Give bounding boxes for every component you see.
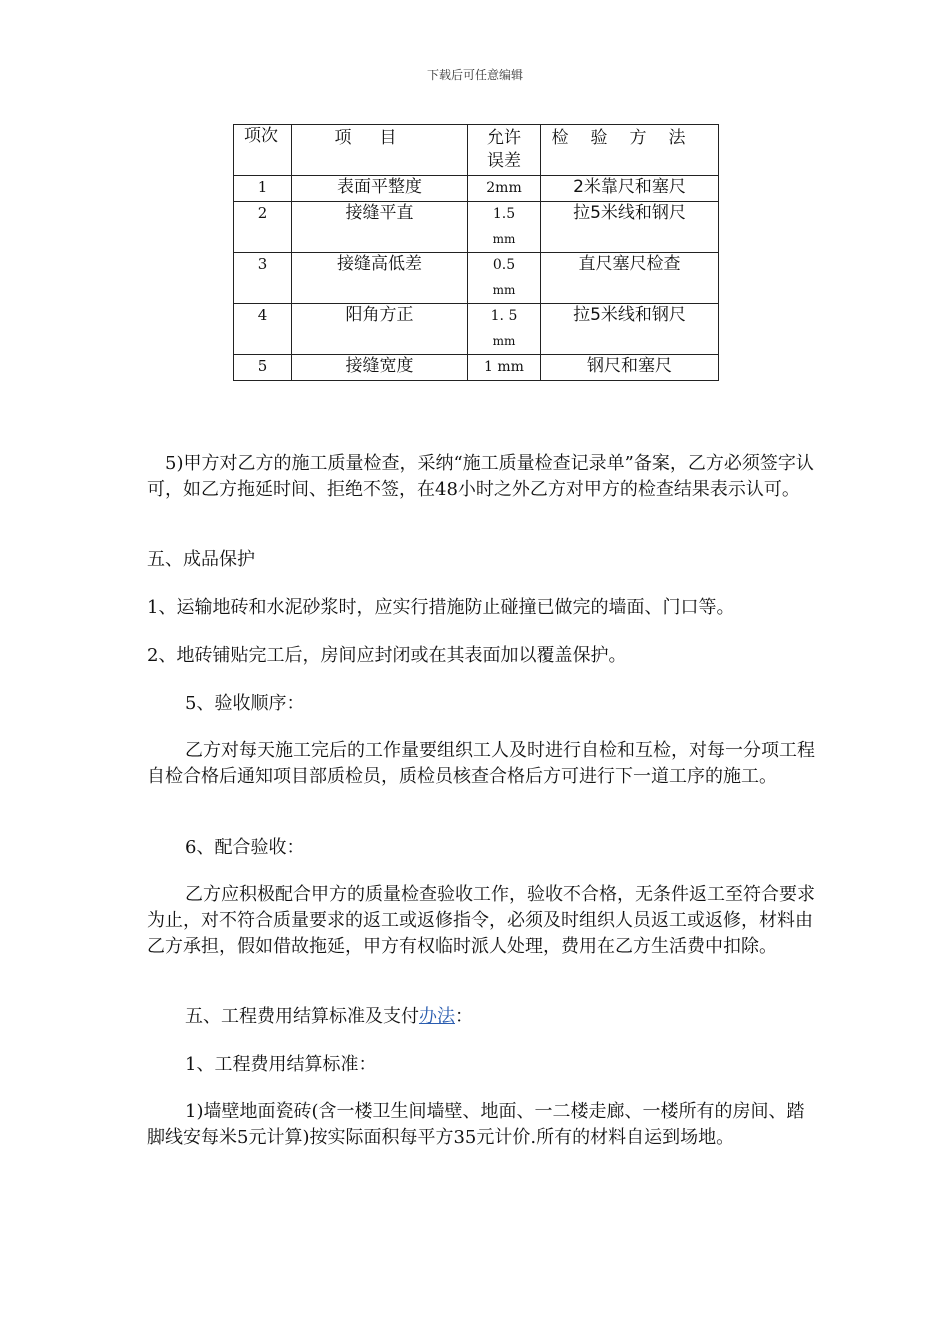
row-method: 2米靠尺和塞尺 — [541, 176, 719, 202]
paragraph-self-inspection: 乙方对每天施工完后的工作量要组织工人及时进行自检和互检，对每一分项工程自检合格后通知项目部质检员，质检员核查合格后方可进行下一道工序的施工。 — [147, 740, 815, 787]
row-method: 拉5米线和钢尺 — [541, 304, 719, 355]
tolerance-unit: mm — [492, 283, 516, 297]
page-header-note: 下载后可任意编辑 — [426, 68, 523, 82]
header-tolerance-line2: 误差 — [487, 151, 521, 171]
row-method: 拉5米线和钢尺 — [541, 202, 719, 253]
row-item: 接缝高低差 — [292, 253, 468, 304]
row-item: 表面平整度 — [292, 176, 468, 202]
tolerance-value: 1.5 — [492, 206, 516, 222]
paragraph-rework-requirements: 乙方应积极配合甲方的质量检查验收工作，验收不合格，无条件返工至符合要求为止，对不符合质量要求的返工或返修指令，必须及时组织人员返工或返修，材料由乙方承担，假如借故拖延，甲方有权临时派人处理，费用在乙方生活费中扣除。 — [147, 884, 815, 957]
paragraph-inspection-record: 5)甲方对乙方的施工质量检查，采纳“施工质量检查记录单”备案，乙方必须签字认可，如乙方拖延时间、拒绝不签，在48小时之外乙方对甲方的检查结果表示认可。 — [147, 453, 814, 500]
tolerance-unit: mm — [492, 334, 516, 348]
row-no: 5 — [234, 355, 292, 381]
tolerance-value: 1 mm — [484, 359, 524, 375]
paragraph-transport-protection: 1、运输地砖和水泥砂浆时，应实行措施防止碰撞已做完的墙面、门口等。 — [147, 597, 735, 618]
header-tolerance-line1: 允许 — [487, 128, 521, 148]
header-no-label: 项次 — [244, 126, 278, 146]
row-tolerance — [468, 355, 541, 381]
quality-tolerance-table — [233, 124, 719, 381]
tolerance-value: 2mm — [486, 180, 522, 196]
paragraph-tile-pricing: 1)墙壁地面瓷砖(含一楼卫生间墙壁、地面、一二楼走廊、一楼所有的房间、踏脚线安每米5元计算)按实际面积每平方35元计价.所有的材料自运到场地。 — [147, 1101, 805, 1148]
row-item: 接缝宽度 — [292, 355, 468, 381]
row-method: 钢尺和塞尺 — [541, 355, 719, 381]
row-item: 阳角方正 — [292, 304, 468, 355]
row-item: 接缝平直 — [292, 202, 468, 253]
header-method-label: 检验方法 — [551, 128, 708, 148]
settlement-heading-colon: ： — [455, 1006, 473, 1027]
heading-fee-standard: 1、工程费用结算标准： — [185, 1054, 377, 1075]
paragraph-room-sealing: 2、地砖铺贴完工后，房间应封闭或在其表面加以覆盖保护。 — [147, 645, 627, 666]
header-item-label: 项目 — [334, 128, 425, 148]
row-no: 3 — [234, 253, 292, 304]
table-header-row — [234, 125, 719, 176]
row-tolerance — [468, 202, 541, 253]
row-no: 2 — [234, 202, 292, 253]
tolerance-value: 1. 5 — [490, 308, 518, 324]
table-row — [234, 176, 719, 202]
section-heading-settlement — [147, 1004, 817, 1030]
table-row — [234, 253, 719, 304]
table-row — [234, 355, 719, 381]
header-no — [234, 125, 292, 176]
header-method — [541, 125, 719, 176]
tolerance-unit: mm — [492, 232, 516, 246]
row-no: 4 — [234, 304, 292, 355]
header-item — [292, 125, 468, 176]
table-row — [234, 202, 719, 253]
section-heading-product-protection: 五、成品保护 — [147, 549, 255, 570]
heading-acceptance-order: 5、验收顺序： — [185, 693, 305, 714]
row-method: 直尺塞尺检查 — [541, 253, 719, 304]
row-tolerance — [468, 176, 541, 202]
settlement-heading-text: 五、工程费用结算标准及支付 — [185, 1006, 419, 1027]
tolerance-value: 0.5 — [492, 257, 516, 273]
row-tolerance — [468, 304, 541, 355]
header-tolerance — [468, 125, 541, 176]
heading-cooperate-acceptance: 6、配合验收： — [185, 837, 305, 858]
row-no: 1 — [234, 176, 292, 202]
table-row — [234, 304, 719, 355]
row-tolerance — [468, 253, 541, 304]
settlement-method-link[interactable]: 办法 — [419, 1006, 455, 1027]
